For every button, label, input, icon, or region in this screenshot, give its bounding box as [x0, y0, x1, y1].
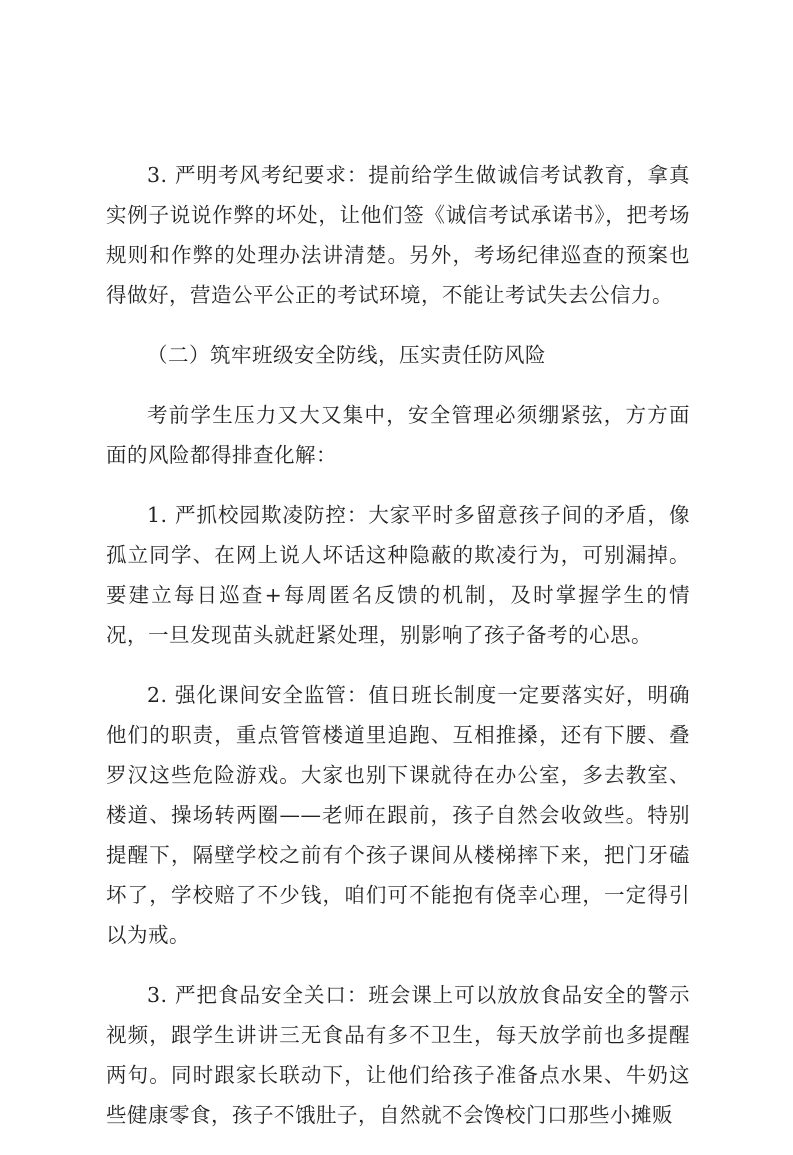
paragraph-exam-discipline: 3. 严明考风考纪要求：提前给学生做诚信考试教育，拿真实例子说说作弊的坏处，让他们签《诚信考试承诺书》，把考场规则和作弊的处理办法讲清楚。另外，考场纪律巡查的预案也得做好，营造公平公正的考试环境，不能让考试失去公信力。: [106, 163, 690, 307]
paragraph-safety-intro: 考前学生压力又大又集中，安全管理必须绷紧弦，方方面面的风险都得排查化解：: [106, 403, 690, 467]
document-body: [106, 155, 690, 1155]
paragraph-anti-bullying: 1. 严抓校园欺凌防控：大家平时多留意孩子间的矛盾，像孤立同学、在网上说人坏话这种隐蔽的欺凌行为，可别漏掉。要建立每日巡查+每周匿名反馈的机制，及时掌握学生的情况，一旦发现苗头就赶紧处理，别影响了孩子备考的心思。: [106, 503, 690, 647]
section-heading-class-safety: （二）筑牢班级安全防线，压实责任防风险: [147, 343, 546, 367]
paragraph-recess-supervision: 2. 强化课间安全监管：值日班长制度一定要落实好，明确他们的职责，重点管管楼道里追跑、互相推搡，还有下腰、叠罗汉这些危险游戏。大家也别下课就待在办公室，多去教室、楼道、操场转两圈——老师在跟前，孩子自然会收敛些。特别提醒下，隔壁学校之前有个孩子课间从楼梯摔下来，把门牙磕坏了，学校赔了不少钱，咱们可不能抱有侥幸心理，一定得引以为戒。: [106, 683, 690, 947]
paragraph-food-safety: 3. 严把食品安全关口：班会课上可以放放食品安全的警示视频，跟学生讲讲三无食品有多不卫生，每天放学前也多提醒两句。同时跟家长联动下，让他们给孩子准备点水果、牛奶这些健康零食，孩子不饿肚子，自然就不会馋校门口那些小摊贩: [106, 983, 690, 1127]
